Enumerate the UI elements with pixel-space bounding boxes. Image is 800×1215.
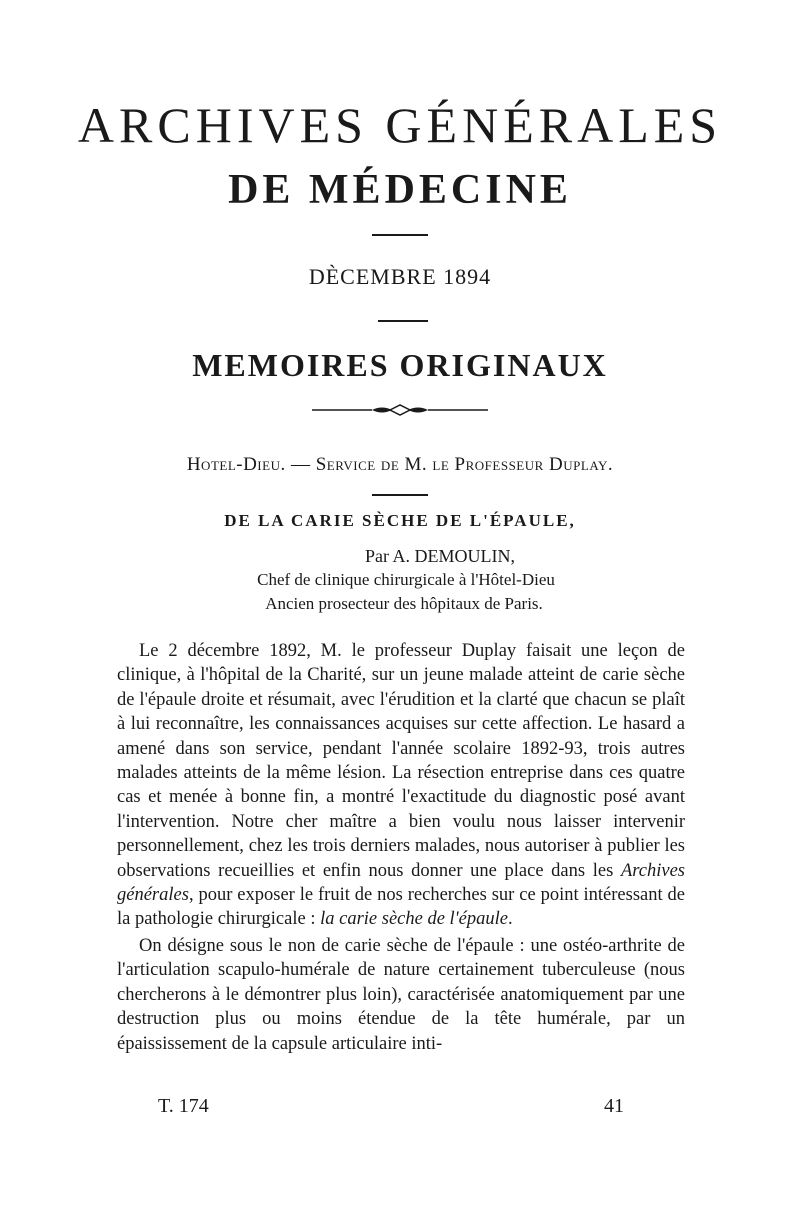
divider-rule [378,320,428,322]
issue-date: DÈCEMBRE 1894 [308,264,492,289]
printer-signature: T. 174 [158,1095,209,1117]
ornament-divider-icon [310,402,490,418]
divider-rule [372,234,428,236]
body-paragraph: On désigne sous le non de carie sèche de l'épaule : une ostéo-arthrite de l'articulation scapulo-humérale de nature certainement tuberculeuse (nous chercherons à le démontrer plus loin), caractérisée anatomiquement par une destruction plus ou moins étendue de la tête humérale, par un épaississement de la capsule articulaire inti- [117,935,685,1054]
body-paragraph [117,639,685,932]
italic-text: la carie sèche de l'épaule [320,909,508,930]
service-text: Service de M. le Professeur Duplay. [315,454,614,475]
article-title: DE LA CARIE SÈCHE DE L'ÉPAULE, [224,511,576,530]
italic-text: Archives générales [117,860,685,906]
article-body [117,639,685,1056]
service-dash: — [285,454,316,475]
body-text: , pour exposer le fruit de nos recherches sur ce point intéressant de la pathologie chirurgicale : [117,885,685,930]
journal-subtitle: DE MÉDECINE [228,167,572,213]
page-number: 41 [604,1095,624,1117]
author-affiliation: Ancien prosecteur des hôpitaux de Paris. [265,594,543,613]
body-text: Le 2 décembre 1892, M. le professeur Duplay faisait une leçon de clinique, à l'hôpital de la Charité, sur un jeune malade atteint de carie sèche de l'épaule droite et résumait, avec l'érudition et la clarté que chacun se plaît à lui reconnaître, les connaissances acquises sur cette affection. Le hasard a amené dans son service, pendant l'année scolaire 1892-93, trois autres malades atteints de la même lésion. La résection entreprise dans ces quatre cas et menée à bonne fin, a montré l'exactitude du diagnostic posé avant l'intervention. Notre cher maître a bien voulu nous laisser intervenir personnellement, chez les trois derniers malades, nous autoriser à publier les observations recueillies et enfin nous donner une place dans les [117,641,685,881]
author-affiliation: Chef de clinique chirurgicale à l'Hôtel-Dieu [257,570,555,589]
divider-rule [372,494,428,496]
service-hospital: Hotel-Dieu. [186,454,286,475]
service-line [0,452,800,478]
author-byline: Par A. DEMOULIN, [365,546,515,566]
body-text: . [507,909,513,930]
journal-title: ARCHIVES GÉNÉRALES [77,97,723,153]
section-title: MEMOIRES ORIGINAUX [192,347,608,383]
